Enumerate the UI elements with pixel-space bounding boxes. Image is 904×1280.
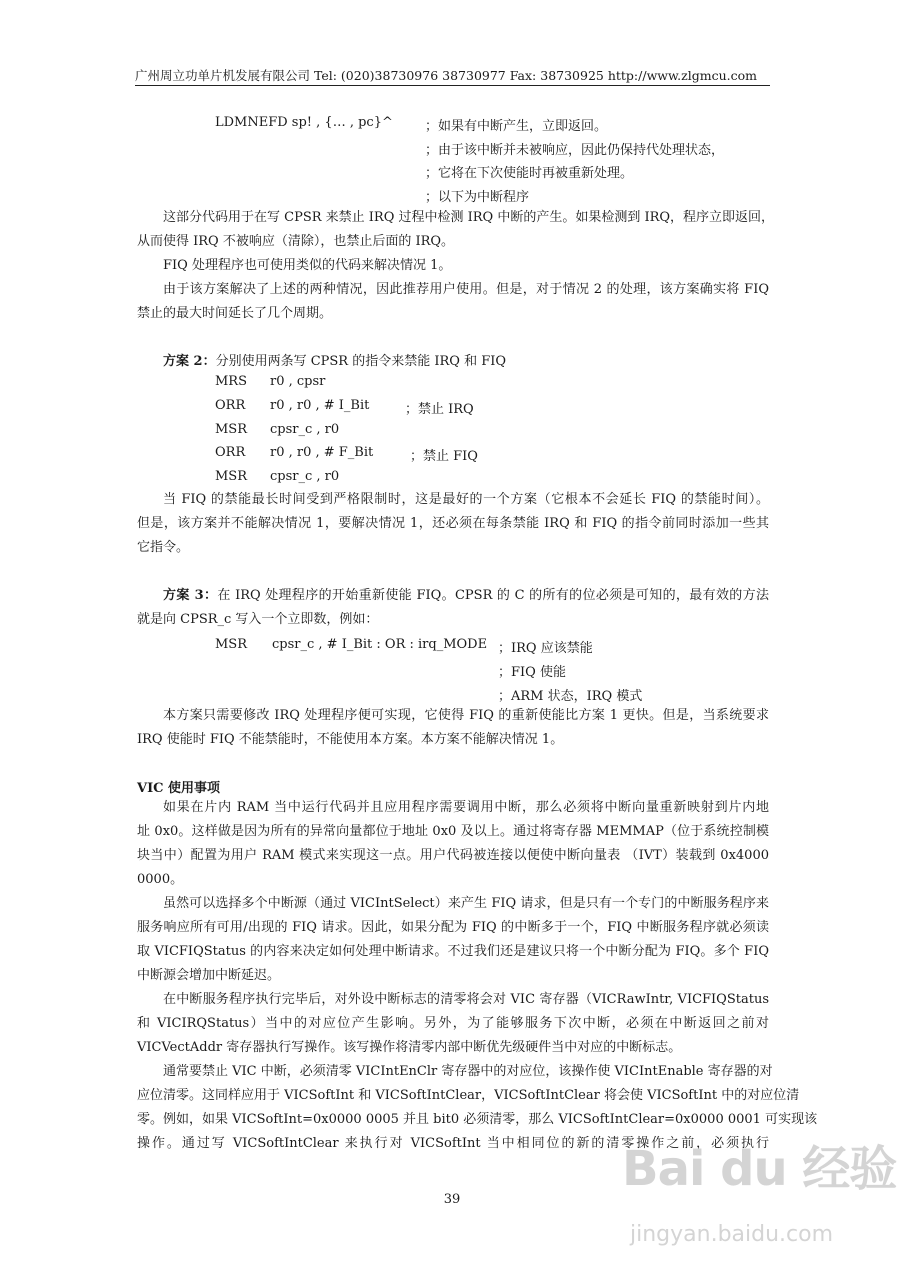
watermark-url: jingyan.baidu.com xyxy=(630,1222,834,1247)
paragraph xyxy=(137,488,769,560)
text-line: 址 0x0。这样做是因为所有的异常向量都位于地址 0x0 及以上。通过将寄存器 MEMMAP（位于系统控制模 xyxy=(137,824,769,839)
scheme2-title: 分别使用两条写 CPSR 的指令来禁能 IRQ 和 FIQ xyxy=(215,354,507,369)
text-line: 块当中）配置为用户 RAM 模式来实现这一点。用户代码被连接以便使中断向量表 （IVT）装载到 0x4000 xyxy=(137,848,769,863)
text-line: 零。例如，如果 VICSoftInt=0x0000 0005 并且 bit0 必须清零，那么 VICSoftIntClear=0x0000 0001 可实现该 xyxy=(137,1112,818,1127)
code-comment: ；FIQ 使能 xyxy=(498,665,566,680)
text-line: 这部分代码用于在写 CPSR 来禁止 IRQ 过程中检测 IRQ 中断的产生。如果检测到 IRQ，程序立即返回， xyxy=(163,210,775,225)
code-args: r0 , cpsr xyxy=(270,374,326,389)
paragraph xyxy=(137,988,769,1060)
code-comment: ；由于该中断并未被响应，因此仍保持代处理状态， xyxy=(425,143,725,158)
section-heading: VIC 使用事项 xyxy=(137,781,221,796)
baidu-logo: Bai du 经验 xyxy=(622,1141,897,1197)
code-comment: ；以下为中断程序 xyxy=(425,190,530,205)
text-line: 它指令。 xyxy=(137,540,190,555)
code-args: r0 , r0 , # F_Bit xyxy=(270,445,374,460)
text-line: 虽然可以选择多个中断源（通过 VICIntSelect）来产生 FIQ 请求，但是只有一个专门的中断服务程序来 xyxy=(163,896,769,911)
text-line: 服务响应所有可用/出现的 FIQ 请求。因此，如果分配为 FIQ 的中断多于一个，FIQ 中断服务程序就必须读 xyxy=(137,920,769,935)
text-line: 就是向 CPSR_c 写入一个立即数，例如： xyxy=(137,612,379,627)
code-op: MSR xyxy=(215,422,248,437)
paragraph xyxy=(137,278,769,326)
text-line: 取 VICFIQStatus 的内容来决定如何处理中断请求。不过我们还是建议只将一个中断分配为 FIQ。多个 FIQ xyxy=(137,944,769,959)
code-args: cpsr_c , # I_Bit : OR : irq_MODE xyxy=(272,637,488,652)
paragraph xyxy=(137,206,775,254)
code-op: MRS xyxy=(215,374,248,389)
text-line: 在 IRQ 处理程序的开始重新使能 FIQ。CPSR 的 C 的所有的位必须是可知的，最有效的方法 xyxy=(217,588,769,603)
text-line: 和 VICIRQStatus）当中的对应位产生影响。另外，为了能够服务下次中断，必须在中断返回之前对 xyxy=(137,1016,769,1031)
paragraph xyxy=(137,796,769,892)
text-line: 本方案只需要修改 IRQ 处理程序便可实现，它使得 FIQ 的重新使能比方案 1 更快。但是，当系统要求 xyxy=(163,708,769,723)
paragraph xyxy=(137,704,769,752)
page-number: 39 xyxy=(443,1192,461,1207)
text-line: 0000。 xyxy=(137,872,184,887)
code-instruction: LDMNEFD sp! , {… , pc}^ xyxy=(215,115,393,130)
text-line: 禁止的最大时间延长了几个周期。 xyxy=(137,306,333,321)
text-line: 操作。通过写 VICSoftIntClear 来执行对 VICSoftInt 当中相同位的新的清零操作之前，必须执行 xyxy=(137,1136,769,1151)
paragraph xyxy=(137,254,769,278)
code-comment: ；禁止 IRQ xyxy=(405,402,474,417)
code-comment: ；它将在下次使能时再被重新处理。 xyxy=(425,166,634,181)
text-line: 从而使得 IRQ 不被响应（清除），也禁止后面的 IRQ。 xyxy=(137,234,455,249)
text-line: IRQ 使能时 FIQ 不能禁能时，不能使用本方案。本方案不能解决情况 1。 xyxy=(137,732,564,747)
text-line: 由于该方案解决了上述的两种情况，因此推荐用户使用。但是，对于情况 2 的处理，该方案确实将 FIQ xyxy=(163,282,769,297)
text-line: VICVectAddr 寄存器执行写操作。该写操作将清零内部中断优先级硬件当中对应的中断标志。 xyxy=(137,1040,682,1055)
code-args: r0 , r0 , # I_Bit xyxy=(270,398,370,413)
code-comment: ；如果有中断产生，立即返回。 xyxy=(425,119,608,134)
page-header: 广州周立功单片机发展有限公司 Tel: (020)38730976 38730977 Fax: 38730925 http://www.zlgmcu.com xyxy=(135,68,757,83)
header-divider xyxy=(135,85,770,86)
paragraph xyxy=(137,892,769,988)
text-line: 在中断服务程序执行完毕后，对外设中断标志的清零将会对 VIC 寄存器（VICRawIntr, VICFIQStatus xyxy=(163,992,769,1007)
scheme3-label: 方案 3： xyxy=(163,588,218,603)
text-line: 中断源会增加中断延迟。 xyxy=(137,968,281,983)
code-comment: ；ARM 状态，IRQ 模式 xyxy=(498,689,643,704)
paragraph xyxy=(137,584,769,632)
code-op: MSR xyxy=(215,637,248,652)
code-op: ORR xyxy=(215,398,246,413)
text-line: 如果在片内 RAM 当中运行代码并且应用程序需要调用中断，那么必须将中断向量重新映射到片内地 xyxy=(163,800,769,815)
code-args: cpsr_c , r0 xyxy=(270,422,340,437)
baidu-watermark xyxy=(622,1130,897,1280)
text-line: FIQ 处理程序也可使用类似的代码来解决情况 1。 xyxy=(163,258,452,273)
code-args: cpsr_c , r0 xyxy=(270,469,340,484)
code-comment: ；IRQ 应该禁能 xyxy=(498,641,593,656)
text-line: 通常要禁止 VIC 中断，必须清零 VICIntEnClr 寄存器中的对应位，该操作使 VICIntEnable 寄存器的对 xyxy=(163,1064,773,1079)
text-line: 但是，该方案并不能解决情况 1，要解决情况 1，还必须在每条禁能 IRQ 和 FIQ 的指令前同时添加一些其 xyxy=(137,516,769,531)
code-op: ORR xyxy=(215,445,246,460)
scheme2-heading xyxy=(163,350,506,369)
text-line: 当 FIQ 的禁能最长时间受到严格限制时，这是最好的一个方案（它根本不会延长 FIQ 的禁能时间）。 xyxy=(163,492,769,507)
code-comment: ；禁止 FIQ xyxy=(410,449,478,464)
scheme2-label: 方案 2： xyxy=(163,354,216,369)
text-line: 应位清零。这同样应用于 VICSoftInt 和 VICSoftIntClear，VICSoftIntClear 将会使 VICSoftInt 中的对应位清 xyxy=(137,1088,800,1103)
code-op: MSR xyxy=(215,469,248,484)
